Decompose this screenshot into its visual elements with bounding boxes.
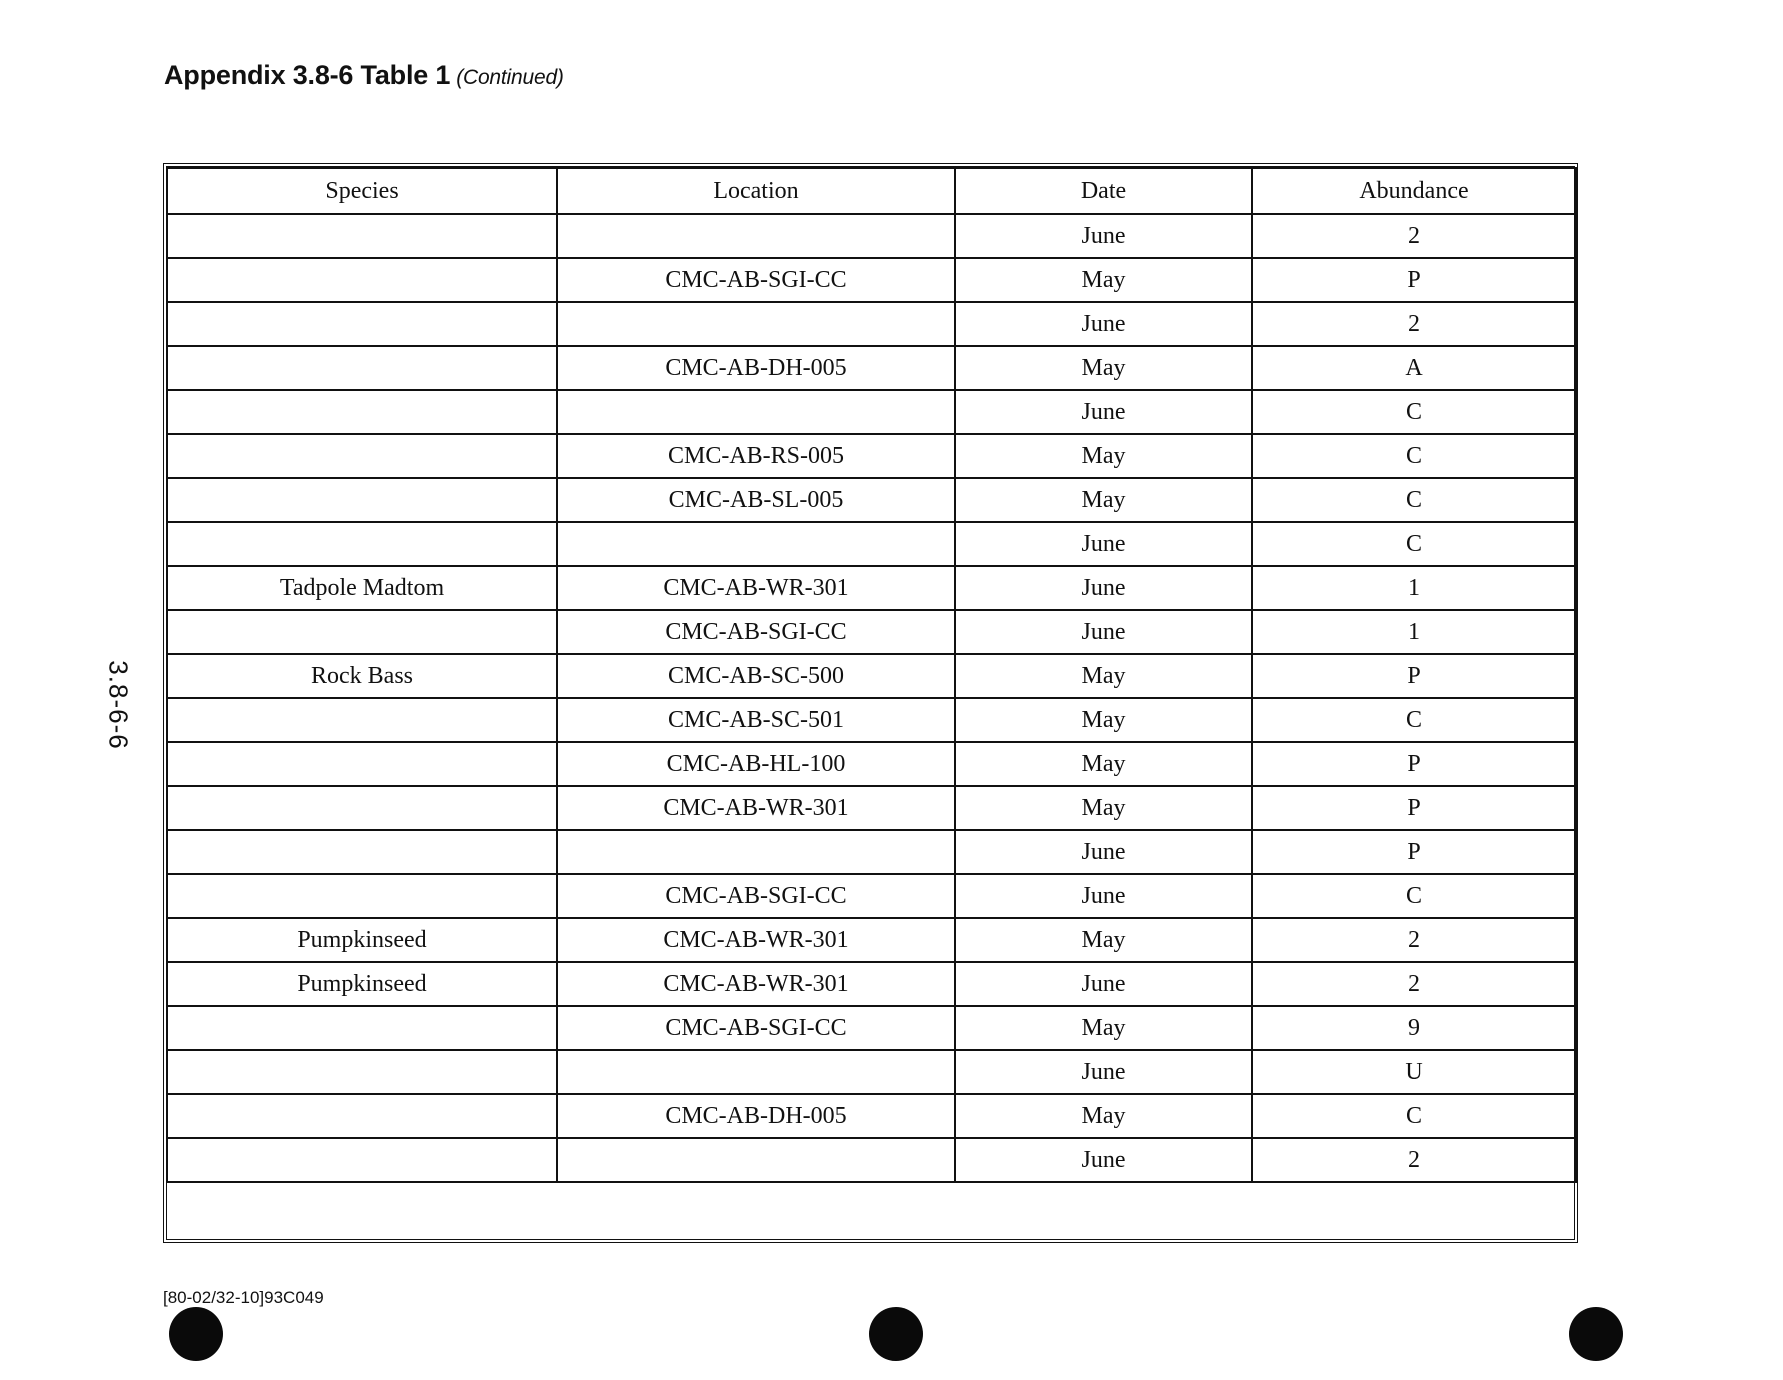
cell-date: May xyxy=(955,918,1252,962)
side-page-number: 3.8-6-6 xyxy=(103,660,134,750)
cell-location xyxy=(557,390,955,434)
table-row xyxy=(167,1138,1576,1182)
cell-abundance: 2 xyxy=(1252,962,1576,1006)
cell-species xyxy=(167,434,557,478)
cell-location: CMC-AB-SGI-CC xyxy=(557,1006,955,1050)
cell-species xyxy=(167,214,557,258)
cell-date: June xyxy=(955,214,1252,258)
cell-location xyxy=(557,214,955,258)
cell-date: May xyxy=(955,258,1252,302)
cell-location: CMC-AB-WR-301 xyxy=(557,786,955,830)
cell-abundance: C xyxy=(1252,874,1576,918)
cell-location: CMC-AB-HL-100 xyxy=(557,742,955,786)
cell-abundance: 2 xyxy=(1252,302,1576,346)
table-row xyxy=(167,522,1576,566)
cell-species xyxy=(167,522,557,566)
cell-date: June xyxy=(955,302,1252,346)
cell-species: Tadpole Madtom xyxy=(167,566,557,610)
continued-label: (Continued) xyxy=(456,66,564,89)
cell-abundance: C xyxy=(1252,434,1576,478)
cell-abundance: P xyxy=(1252,742,1576,786)
cell-species: Rock Bass xyxy=(167,654,557,698)
cell-date: June xyxy=(955,874,1252,918)
cell-abundance: P xyxy=(1252,258,1576,302)
cell-abundance: P xyxy=(1252,786,1576,830)
cell-date: May xyxy=(955,698,1252,742)
cell-species: Pumpkinseed xyxy=(167,918,557,962)
cell-species xyxy=(167,610,557,654)
cell-location: CMC-AB-SGI-CC xyxy=(557,258,955,302)
cell-location xyxy=(557,1050,955,1094)
cell-abundance: C xyxy=(1252,698,1576,742)
table-row xyxy=(167,390,1576,434)
cell-species xyxy=(167,478,557,522)
header-abundance: Abundance xyxy=(1252,168,1576,214)
table-row xyxy=(167,962,1576,1006)
cell-date: May xyxy=(955,1006,1252,1050)
cell-date: June xyxy=(955,522,1252,566)
cell-species xyxy=(167,874,557,918)
cell-location: CMC-AB-WR-301 xyxy=(557,962,955,1006)
cell-species: Pumpkinseed xyxy=(167,962,557,1006)
header-species: Species xyxy=(167,168,557,214)
table-row xyxy=(167,830,1576,874)
cell-species xyxy=(167,302,557,346)
cell-date: May xyxy=(955,478,1252,522)
punch-hole xyxy=(869,1307,923,1361)
cell-abundance: A xyxy=(1252,346,1576,390)
cell-location: CMC-AB-SC-501 xyxy=(557,698,955,742)
table-row xyxy=(167,1094,1576,1138)
cell-location xyxy=(557,522,955,566)
cell-date: June xyxy=(955,1050,1252,1094)
cell-location: CMC-AB-RS-005 xyxy=(557,434,955,478)
cell-location: CMC-AB-WR-301 xyxy=(557,566,955,610)
cell-abundance: C xyxy=(1252,390,1576,434)
table-row xyxy=(167,786,1576,830)
table-row xyxy=(167,1006,1576,1050)
header-date: Date xyxy=(955,168,1252,214)
table-row xyxy=(167,566,1576,610)
table-row xyxy=(167,1050,1576,1094)
table-body xyxy=(167,214,1576,1182)
cell-species xyxy=(167,698,557,742)
cell-species xyxy=(167,1138,557,1182)
table-row xyxy=(167,346,1576,390)
cell-species xyxy=(167,390,557,434)
cell-date: June xyxy=(955,566,1252,610)
cell-date: May xyxy=(955,434,1252,478)
cell-abundance: 1 xyxy=(1252,610,1576,654)
table-row xyxy=(167,434,1576,478)
cell-location xyxy=(557,1138,955,1182)
table-row xyxy=(167,874,1576,918)
cell-abundance: P xyxy=(1252,654,1576,698)
cell-abundance: C xyxy=(1252,522,1576,566)
cell-date: June xyxy=(955,390,1252,434)
cell-species xyxy=(167,786,557,830)
cell-abundance: 9 xyxy=(1252,1006,1576,1050)
punch-hole xyxy=(1569,1307,1623,1361)
cell-location: CMC-AB-WR-301 xyxy=(557,918,955,962)
table-header-row xyxy=(167,168,1576,214)
cell-date: May xyxy=(955,346,1252,390)
cell-location: CMC-AB-SC-500 xyxy=(557,654,955,698)
cell-date: June xyxy=(955,1138,1252,1182)
cell-date: May xyxy=(955,654,1252,698)
cell-location: CMC-AB-SGI-CC xyxy=(557,610,955,654)
table-row xyxy=(167,610,1576,654)
table-row xyxy=(167,654,1576,698)
species-table xyxy=(166,167,1577,1183)
cell-species xyxy=(167,830,557,874)
cell-abundance: 2 xyxy=(1252,214,1576,258)
table-row xyxy=(167,918,1576,962)
cell-date: June xyxy=(955,830,1252,874)
cell-abundance: C xyxy=(1252,478,1576,522)
cell-species xyxy=(167,1006,557,1050)
table-row xyxy=(167,214,1576,258)
cell-abundance: 2 xyxy=(1252,1138,1576,1182)
document-code: [80-02/32-10]93C049 xyxy=(163,1288,324,1307)
cell-date: May xyxy=(955,786,1252,830)
cell-location xyxy=(557,302,955,346)
table-row xyxy=(167,478,1576,522)
cell-location: CMC-AB-SGI-CC xyxy=(557,874,955,918)
cell-abundance: 2 xyxy=(1252,918,1576,962)
cell-location xyxy=(557,830,955,874)
cell-species xyxy=(167,742,557,786)
header-location: Location xyxy=(557,168,955,214)
cell-abundance: C xyxy=(1252,1094,1576,1138)
cell-date: June xyxy=(955,610,1252,654)
cell-abundance: 1 xyxy=(1252,566,1576,610)
cell-abundance: U xyxy=(1252,1050,1576,1094)
cell-species xyxy=(167,1094,557,1138)
cell-location: CMC-AB-DH-005 xyxy=(557,1094,955,1138)
cell-species xyxy=(167,346,557,390)
cell-date: May xyxy=(955,1094,1252,1138)
table-row xyxy=(167,258,1576,302)
cell-species xyxy=(167,258,557,302)
cell-location: CMC-AB-DH-005 xyxy=(557,346,955,390)
table-row xyxy=(167,302,1576,346)
punch-hole xyxy=(169,1307,223,1361)
cell-date: June xyxy=(955,962,1252,1006)
table-row xyxy=(167,742,1576,786)
table-title: Appendix 3.8-6 Table 1 xyxy=(164,60,451,90)
cell-date: May xyxy=(955,742,1252,786)
cell-abundance: P xyxy=(1252,830,1576,874)
page-heading xyxy=(164,60,564,91)
cell-location: CMC-AB-SL-005 xyxy=(557,478,955,522)
cell-species xyxy=(167,1050,557,1094)
table-row xyxy=(167,698,1576,742)
